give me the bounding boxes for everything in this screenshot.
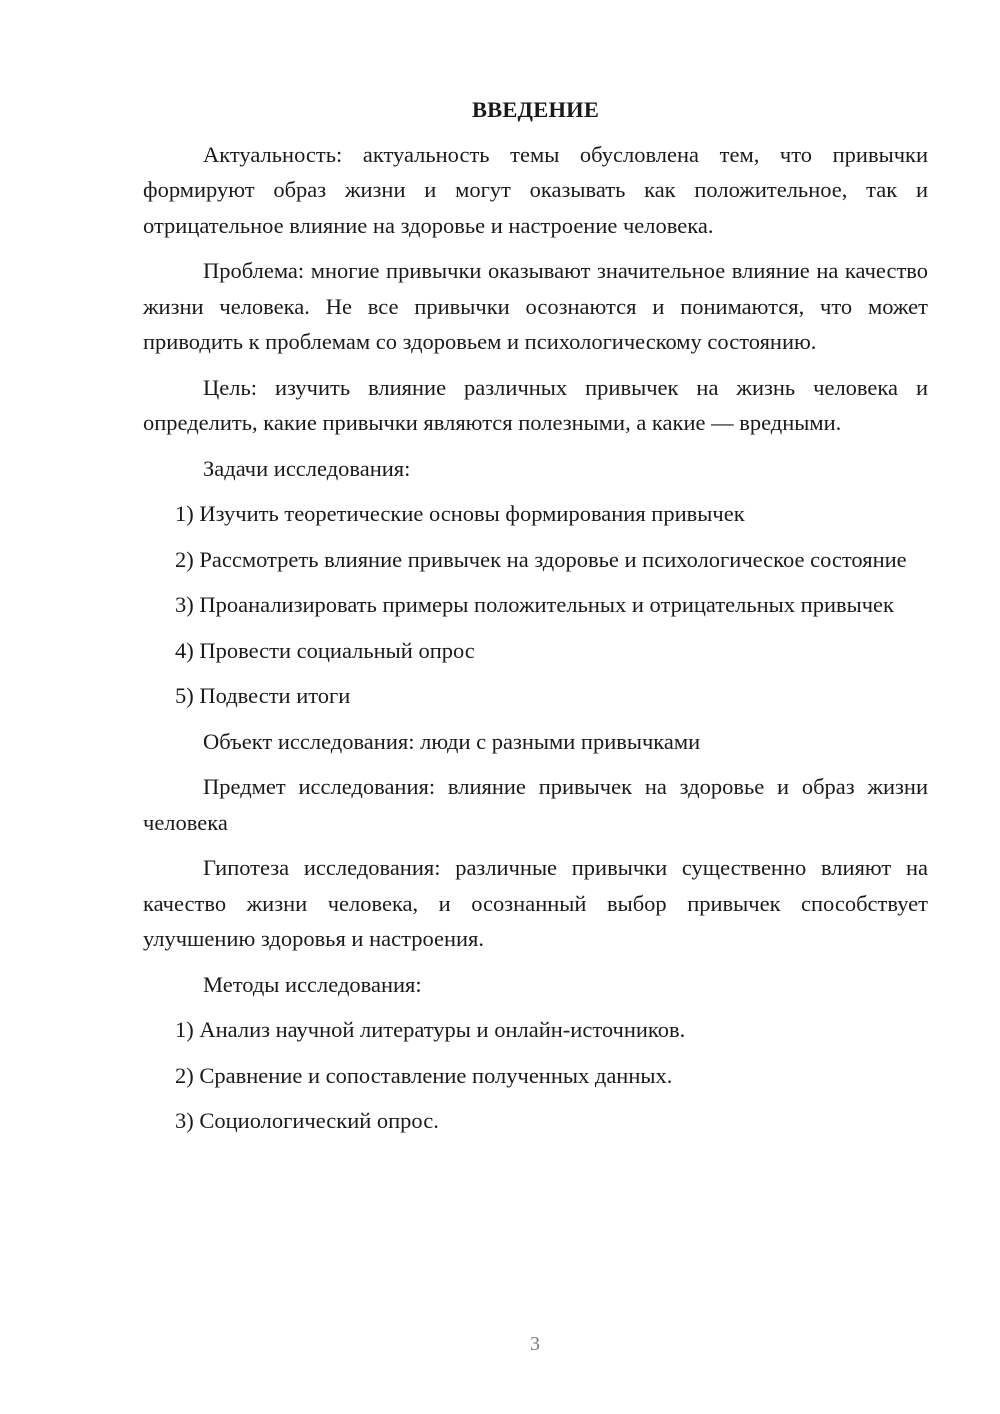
list-item-method-1: 1) Анализ научной литературы и онлайн-источников. (175, 1017, 686, 1042)
list-item-method-3: 3) Социологический опрос. (175, 1108, 439, 1133)
list-item-task-2: 2) Рассмотреть влияние привычек на здоровье и психологическое состояние (175, 546, 907, 572)
paragraph-goal: Цель: изучить влияние различных привычек на жизнь человека и определить, какие привычки являются полезными, а какие — вредными. (143, 374, 928, 435)
paragraph-relevance: Актуальность: актуальность темы обусловлена тем, что привычки формируют образ жизни и могут оказывать как положительное, так и отрицательное влияние на здоровье и настроение человека. (143, 141, 928, 238)
list-item-task-5: 5) Подвести итоги (175, 683, 351, 708)
list-item-task-1: 1) Изучить теоретические основы формирования привычек (175, 501, 745, 526)
paragraph-tasks-heading: Задачи исследования: (203, 455, 411, 481)
paragraph-hypothesis: Гипотеза исследования: различные привычки существенно влияют на качество жизни человека, и осознанный выбор привычек способствует улучшению здоровья и настроения. (143, 855, 928, 951)
page-content (143, 92, 928, 1149)
page-number: 3 (530, 1333, 540, 1355)
paragraph-subject: Предмет исследования: влияние привычек на здоровье и образ жизни человека (143, 774, 928, 835)
paragraph-problem: Проблема: многие привычки оказывают значительное влияние на качество жизни человека. Не все привычки осознаются и понимаются, что может приводить к проблемам со здоровьем и психологическому состоянию. (143, 258, 928, 354)
list-item-task-3: 3) Проанализировать примеры положительных и отрицательных привычек (175, 592, 894, 617)
paragraph-object: Объект исследования: люди с разными привычками (203, 728, 701, 754)
list-item-method-2: 2) Сравнение и сопоставление полученных данных. (175, 1062, 673, 1088)
list-item-task-4: 4) Провести социальный опрос (175, 637, 475, 663)
paragraph-methods-heading: Методы исследования: (203, 971, 422, 997)
section-title: ВВЕДЕНИЕ (471, 97, 600, 122)
